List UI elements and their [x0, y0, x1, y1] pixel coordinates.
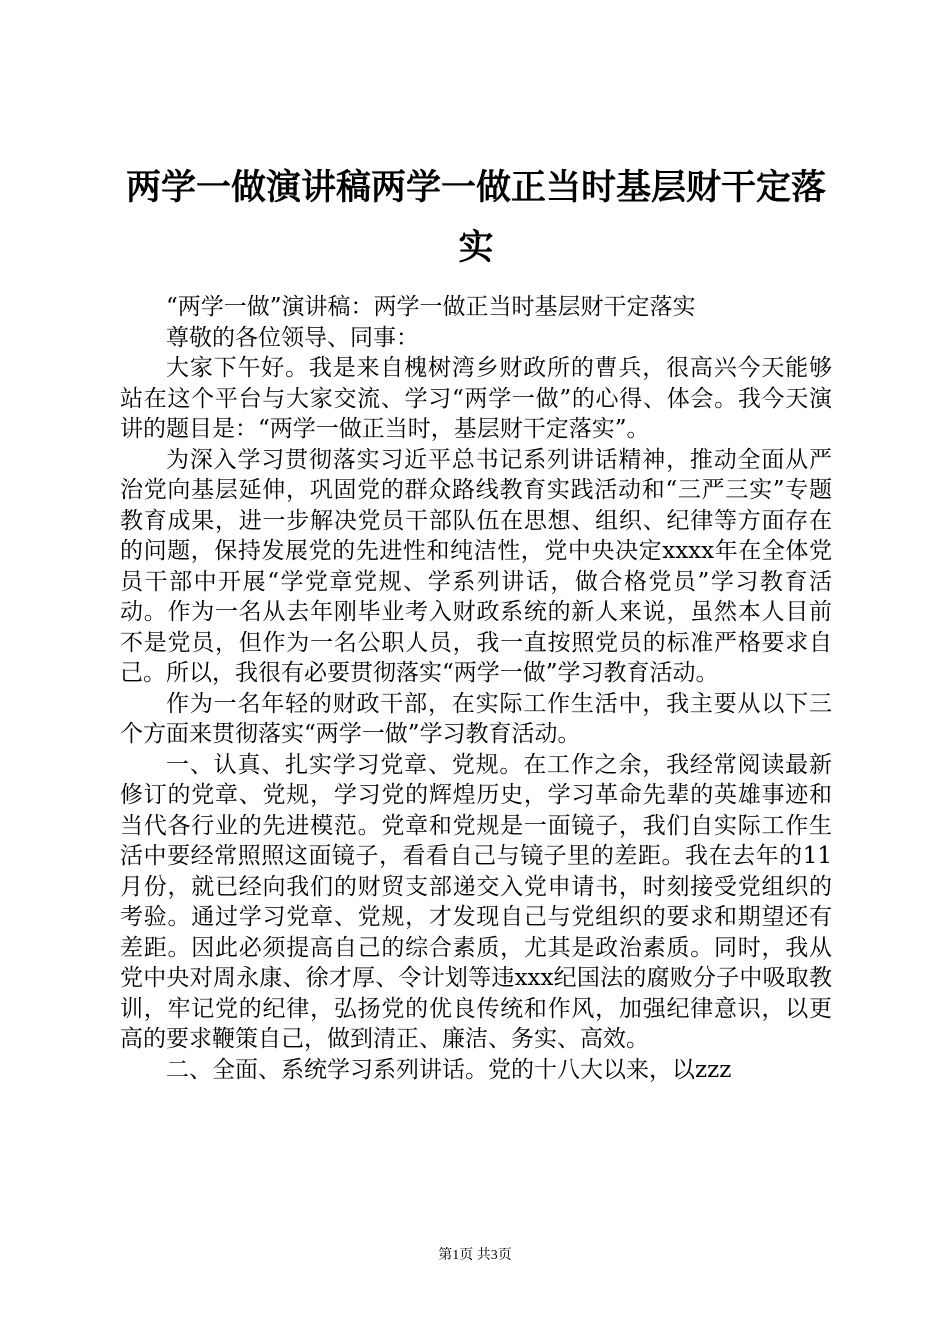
document-title: 两学一做演讲稿两学一做正当时基层财干定落实	[125, 167, 826, 268]
body-paragraph: 一、认真、扎实学习党章、党规。在工作之余，我经常阅读最新修订的党章、党规，学习党的辉煌历史，学习革命先辈的英雄事迹和当代各行业的先进模范。党章和党规是一面镜子，我们自实际工作生活中要经常照照这面镜子，看看自己与镜子里的差距。我在去年的11月份，就已经向我们的财贸支部递交入党申请书，时刻接受党组织的考验。通过学习党章、党规，才发现自己与党组织的要求和期望还有差距。因此必须提高自己的综合素质，尤其是政治素质。同时，我从党中央对周永康、徐才厚、令计划等违xxx纪国法的腐败分子中吸取教训，牢记党的纪律，弘扬党的优良传统和作风，加强纪律意识，以更高的要求鞭策自己，做到清正、廉洁、务实、高效。	[120, 751, 832, 1052]
subtitle-paragraph: “两学一做”演讲稿：两学一做正当时基层财干定落实	[166, 294, 696, 320]
document-body	[120, 292, 832, 1085]
body-paragraph: 作为一名年轻的财政干部，在实际工作生活中，我主要从以下三个方面来贯彻落实“两学一做”学习教育活动。	[120, 690, 832, 747]
body-paragraph: 二、全面、系统学习系列讲话。党的十八大以来，以zzz	[166, 1056, 732, 1083]
salutation-paragraph: 尊敬的各位领导、同事：	[166, 324, 419, 351]
body-paragraph: 为深入学习贯彻落实习近平总书记系列讲话精神，推动全面从严治党向基层延伸，巩固党的群众路线教育实践活动和“三严三实”专题教育成果，进一步解决党员干部队伍在思想、组织、纪律等方面存在的问题，保持发展党的先进性和纯洁性，党中央决定xxxx年在全体党员干部中开展“学党章党规、学系列讲话，做合格党员”学习教育活动。作为一名从去年刚毕业考入财政系统的新人来说，虽然本人目前不是党员，但作为一名公职人员，我一直按照党员的标准严格要求自己。所以，我很有必要贯彻落实“两学一做”学习教育活动。	[120, 446, 832, 686]
page-number-footer: 第1页 共3页	[438, 1248, 512, 1263]
body-paragraph: 大家下午好。我是来自槐树湾乡财政所的曹兵，很高兴今天能够站在这个平台与大家交流、学习“两学一做”的心得、体会。我今天演讲的题目是：“两学一做正当时，基层财干定落实”。	[120, 355, 832, 442]
